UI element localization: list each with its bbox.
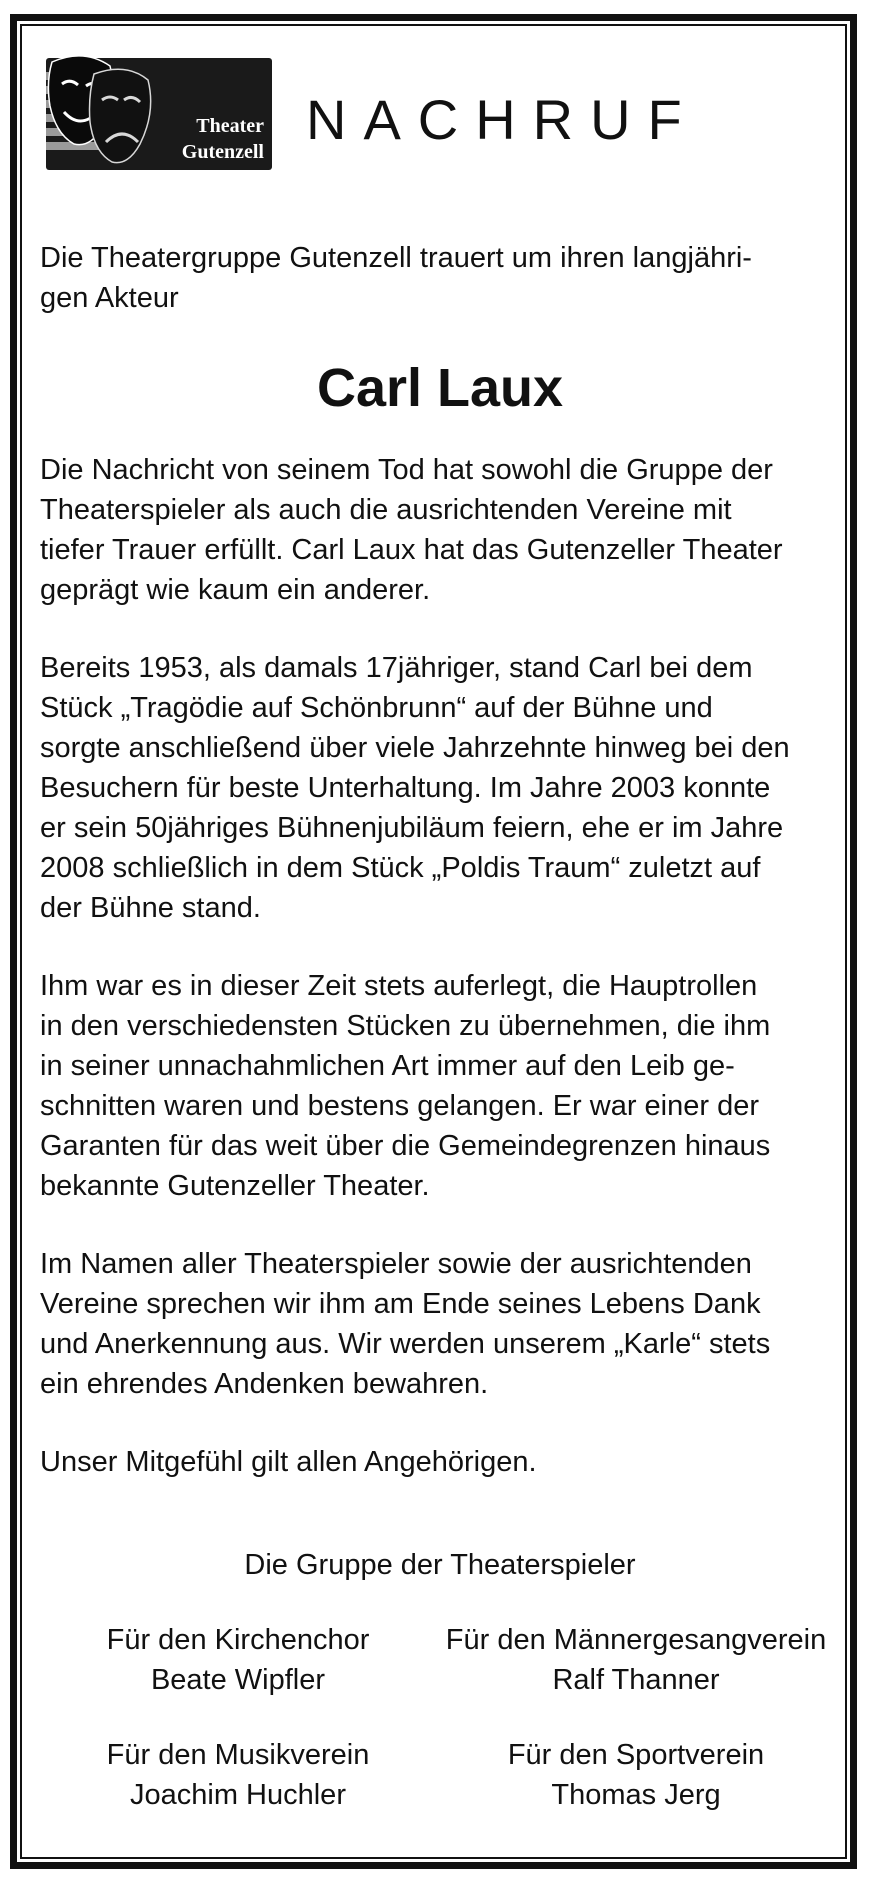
signature-organization: Für den Musikverein — [106, 1739, 370, 1771]
signature-block — [436, 1735, 836, 1815]
obituary-body — [40, 238, 840, 1520]
signature-name: Joachim Huchler — [130, 1779, 346, 1811]
signature-block — [38, 1735, 438, 1815]
signature-block — [436, 1620, 836, 1700]
signature-organization: Für den Kirchenchor — [106, 1624, 370, 1656]
signature-name: Thomas Jerg — [551, 1779, 721, 1811]
theater-logo — [44, 52, 274, 176]
signature-organization: Für den Sportverein — [507, 1739, 765, 1771]
signature-block — [38, 1620, 438, 1700]
logo-line-gutenzell: Gutenzell — [181, 141, 264, 163]
paragraph: Bereits 1953, als damals 17jähriger, stand Carl bei dem Stück „Tragödie auf Schönbrunn“ auf der Bühne und sorgte anschließend über viele Jahrzehnte hinweg bei den Besuchern für beste Unterhaltung. Im Jahre 2003 konnte er sein 50jähriges Bühnenjubiläum feiern, ehe er im Jahre 2008 schließlich in dem Stück „Poldis Traum“ zuletzt auf der Bühne stand. — [40, 652, 790, 924]
paragraph: Im Namen aller Theaterspieler sowie der ausrichtenden Vereine sprechen wir ihm am Ende seines Lebens Dank und Anerkennung aus. Wir werden unserem „Karle“ stets ein ehrendes Andenken bewahren. — [40, 1248, 771, 1400]
paragraph: Ihm war es in dieser Zeit stets auferlegt, die Hauptrollen in den verschiedensten Stücken zu übernehmen, die ihm in seiner unnachahmlichen Art immer auf den Leib ge- schnitten waren und bestens gelangen. Er war einer der Garanten für das weit über die Gemeindegrenzen hinaus bekannte Gutenzeller Theater. — [40, 970, 771, 1202]
intro-text: Die Theatergruppe Gutenzell trauert um ihren langjähri- gen Akteur — [40, 242, 752, 314]
signature-name: Ralf Thanner — [552, 1664, 720, 1696]
signature-organization: Für den Männergesangverein — [445, 1624, 827, 1656]
paragraph: Unser Mitgefühl gilt allen Angehörigen. — [40, 1446, 537, 1478]
signature-name: Beate Wipfler — [150, 1664, 326, 1696]
deceased-name: Carl Laux — [316, 358, 564, 418]
group-signature: Die Gruppe der Theaterspieler — [244, 1549, 636, 1581]
paragraph: Die Nachricht von seinem Tod hat sowohl die Gruppe der Theaterspieler als auch die ausrichtenden Vereine mit tiefer Trauer erfüllt. Carl Laux hat das Gutenzeller Theater geprägt wie kaum ein anderer. — [40, 454, 783, 606]
page-title: NACHRUF — [306, 88, 699, 151]
logo-line-theater: Theater — [196, 115, 264, 137]
